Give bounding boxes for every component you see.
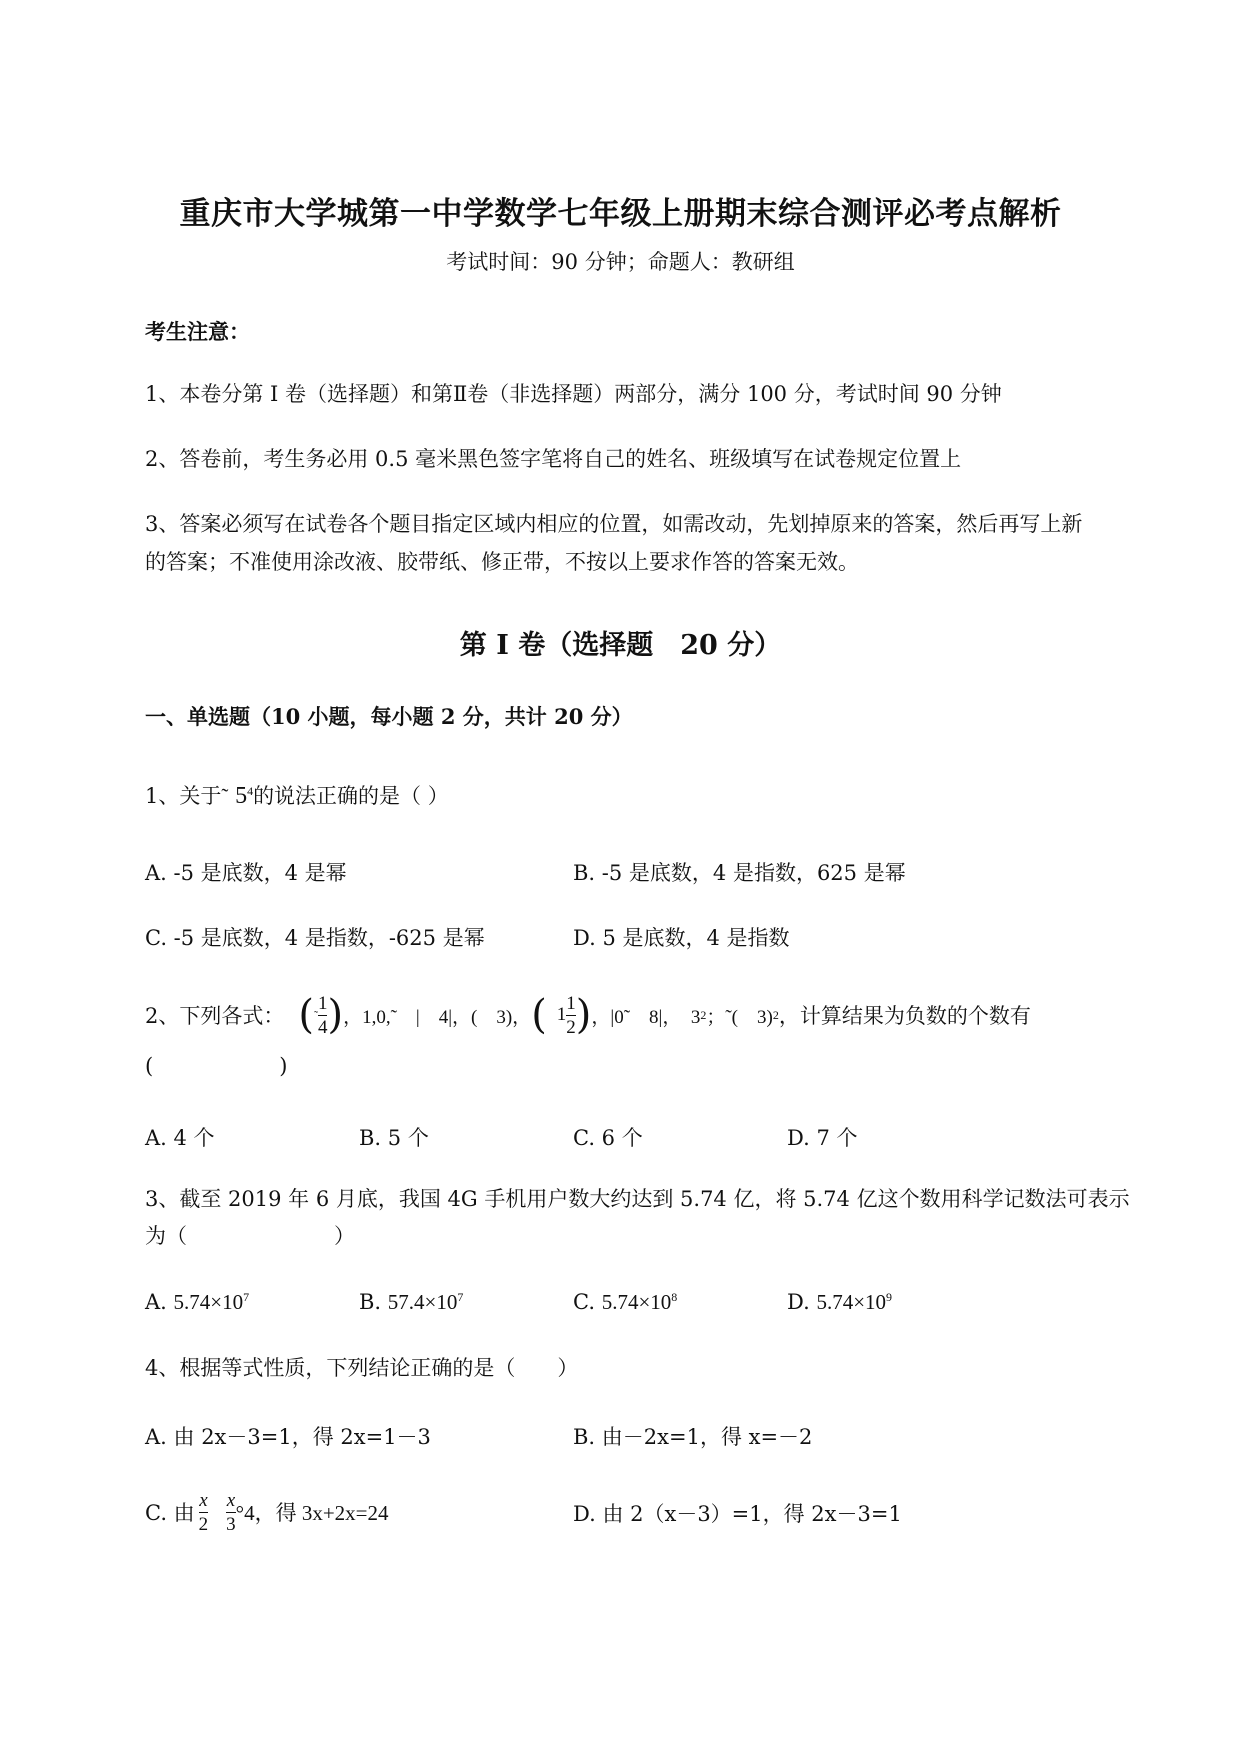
fraction-bar — [318, 1015, 328, 1016]
q3-option-a-base: 5.74×10 — [173, 1290, 244, 1314]
question-3-stem-cont: 为（ ） — [145, 1224, 355, 1248]
q4-f2-num: x — [226, 1489, 236, 1511]
q2-expr-b-exp: 2 — [700, 1007, 707, 1022]
fraction-bar — [566, 1015, 576, 1016]
q2-f1-den: 4 — [317, 1016, 328, 1038]
q4-fraction-1 — [199, 1491, 209, 1534]
q2-expr-b: ，|0˜ 8|， 3 — [591, 1006, 701, 1028]
question-4-stem: 4、根据等式性质，下列结论正确的是（ ） — [145, 1356, 579, 1380]
q4-option-c — [145, 1484, 389, 1540]
q2-option-a: A. 4 个 — [145, 1126, 215, 1150]
q4-f1-num: x — [199, 1489, 208, 1511]
q3-option-a-label: A. — [145, 1290, 167, 1314]
q2-f1-num: 1 — [317, 992, 328, 1014]
q4-option-c-prefix: C. 由 — [145, 1501, 195, 1525]
q3-option-c-base: 5.74×10 — [601, 1290, 672, 1314]
question-1-stem — [145, 780, 449, 810]
q3-option-d-base: 5.74×10 — [816, 1290, 887, 1314]
q1-suffix: 的说法正确的是（ ） — [253, 784, 449, 808]
q2-fraction-2 — [566, 994, 576, 1037]
section-subtitle: 一、单选题（10 小题，每小题 2 分，共计 20 分） — [145, 704, 633, 729]
right-paren: ) — [575, 992, 592, 1038]
q1-expr-sign: ˜ — [221, 784, 229, 808]
q3-option-d — [787, 1290, 892, 1315]
question-3-stem: 3、截至 2019 年 6 月底，我国 4G 手机用户数大约达到 5.74 亿，将 5.74 亿这个数用科学记数法可表示 — [145, 1187, 1130, 1211]
fraction-bar — [199, 1512, 209, 1513]
q4-option-d: D. 由 2（x－3）=1，得 2x－3=1 — [573, 1502, 902, 1526]
q1-option-d: D. 5 是底数，4 是指数 — [573, 926, 790, 950]
notice-item-1: 1、本卷分第 I 卷（选择题）和第Ⅱ卷（非选择题）两部分，满分 100 分，考试时间 90 分钟 — [145, 382, 1002, 406]
q4-f1-den: 2 — [198, 1513, 209, 1535]
q1-expr-exp: 4 — [247, 784, 254, 798]
q3-option-c-exp: 8 — [671, 1290, 678, 1304]
q1-expr-base: 5 — [235, 783, 248, 809]
q4-option-a: A. 由 2x－3=1，得 2x=1－3 — [145, 1425, 431, 1449]
left-paren: ( — [531, 992, 547, 1038]
exam-info: 考试时间：90 分钟；命题人：教研组 — [446, 250, 795, 274]
q2-f2-num: 1 — [566, 992, 576, 1014]
q3-option-a — [145, 1290, 249, 1315]
notice-item-2: 2、答卷前，考生务必用 0.5 毫米黑色签字笔将自己的姓名、班级填写在试卷规定位置上 — [145, 447, 962, 471]
q1-option-a: A. -5 是底数，4 是幂 — [145, 861, 347, 885]
q2-f1-sign: ˜ — [313, 1007, 318, 1022]
question-2-stem — [145, 987, 1031, 1043]
q1-option-c: C. -5 是底数，4 是指数，-625 是幂 — [145, 926, 485, 950]
q3-option-b-label: B. — [359, 1290, 382, 1314]
q1-option-b: B. -5 是底数，4 是指数，625 是幂 — [573, 861, 906, 885]
q4-option-b: B. 由－2x=1，得 x=－2 — [573, 1425, 813, 1449]
section-title: 第 I 卷（选择题 20 分） — [459, 630, 782, 661]
q4-f2-den: 3 — [226, 1513, 236, 1535]
q4-fraction-2 — [226, 1491, 236, 1534]
q2-f2-den: 2 — [566, 1016, 576, 1038]
q2-option-c: C. 6 个 — [573, 1126, 643, 1150]
q2-expr-a: ，1,0,˜ | 4|，( 3)， — [343, 1006, 532, 1028]
q3-option-b — [359, 1290, 463, 1315]
q2-f2-whole: 1 — [556, 1004, 567, 1025]
q1-prefix: 1、关于 — [145, 784, 222, 808]
document-title: 重庆市大学城第一中学数学七年级上册期末综合测评必考点解析 — [179, 196, 1062, 232]
q3-option-c-label: C. — [573, 1290, 595, 1314]
fraction-bar — [226, 1512, 236, 1513]
q3-option-d-exp: 9 — [886, 1290, 893, 1304]
q3-option-b-exp: 7 — [457, 1290, 464, 1304]
notice-item-3-cont: 的答案；不准使用涂改液、胶带纸、修正带，不按以上要求作答的答案无效。 — [145, 550, 859, 574]
q2-suffix: ，计算结果为负数的个数有 — [778, 1004, 1031, 1028]
q2-expr-c-exp: 2 — [772, 1007, 779, 1022]
q3-option-b-base: 57.4×10 — [387, 1290, 458, 1314]
q3-option-a-exp: 7 — [243, 1290, 250, 1304]
q2-fraction-1 — [318, 994, 328, 1037]
q2-expr-c: ；˜( 3) — [706, 1006, 773, 1028]
q2-option-d: D. 7 个 — [787, 1126, 858, 1150]
q2-prefix: 2、下列各式： — [145, 1004, 285, 1028]
notice-heading: 考生注意： — [145, 319, 250, 344]
q2-option-b: B. 5 个 — [359, 1126, 429, 1150]
right-paren: ) — [327, 992, 344, 1038]
notice-item-3: 3、答案必须写在试卷各个题目指定区域内相应的位置，如需改动，先划掉原来的答案，然后再写上新 — [145, 512, 1083, 536]
q3-option-c — [573, 1290, 677, 1315]
q3-option-d-label: D. — [787, 1290, 810, 1314]
q2-answer-blank: ( ) — [145, 1054, 288, 1078]
left-paren: ( — [298, 992, 314, 1038]
q4-option-c-suffix: °4，得 3x+2x=24 — [235, 1501, 389, 1525]
